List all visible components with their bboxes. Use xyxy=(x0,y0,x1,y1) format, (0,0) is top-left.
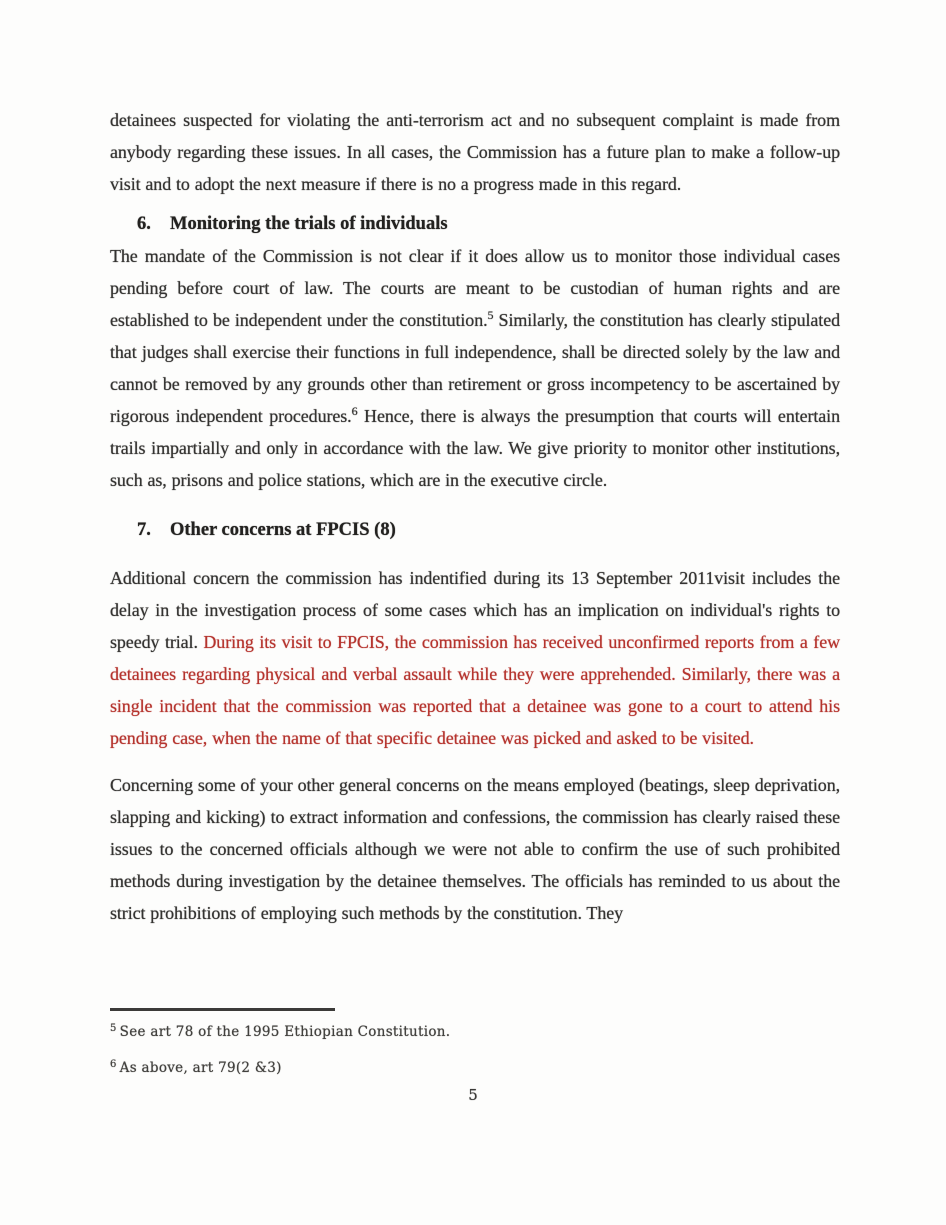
section-heading-6 xyxy=(137,208,840,240)
section-number: 7. xyxy=(137,520,151,540)
footnote-ref-5: 5 xyxy=(487,308,494,322)
paragraph-text-red: During its visit to FPCIS, the commission has received unconfirmed reports from a few detainees regarding physical and verbal assault while they were apprehended. Similarly, there was a single incident that the commission was reported that a detainee was gone to a court to attend his pending case, when the name of that specific detainee was picked and asked to be visited. xyxy=(110,632,840,748)
footnote-marker: 5 xyxy=(110,1022,117,1034)
paragraph-text: Hence, there is always the presumption that courts will entertain trails impartially and only in accordance with the law. We give priority to monitor other institutions, such as, prisons and police stations, which are in the executive circle. xyxy=(110,406,840,490)
paragraph-mandate xyxy=(110,240,840,496)
paragraph-detainees: detainees suspected for violating the anti-terrorism act and no subsequent complaint is made from anybody regarding these issues. In all cases, the Commission has a future plan to make a follow-up visit and to adopt the next measure if there is no a progress made in this regard. xyxy=(110,110,840,194)
footnote-area xyxy=(110,1008,840,1093)
paragraph-text: The mandate of the Commission is not clear if it does allow us to monitor those individual cases pending before court of law. The courts are meant to be custodian of human rights and are established to be independent under the constitution. xyxy=(110,246,840,330)
footnote-text: See art 78 of the 1995 Ethiopian Constitution. xyxy=(119,1024,451,1040)
footnote-marker: 6 xyxy=(110,1058,117,1070)
paragraph-text: Additional concern the commission has indentified during its 13 September 2011visit includes the delay in the investigation process of some cases which has an implication on individual's rights to speedy trial. xyxy=(110,568,840,652)
section-title: Monitoring the trials of individuals xyxy=(170,214,448,234)
paragraph-text: Similarly, the constitution has clearly stipulated that judges shall exercise their functions in full independence, shall be directed solely by the law and cannot be removed by any grounds other than retirement or gross incompetency to be ascertained by rigorous independent procedures. xyxy=(110,310,840,426)
section-number: 6. xyxy=(137,214,151,234)
footnote-separator xyxy=(110,1008,335,1011)
section-title: Other concerns at FPCIS (8) xyxy=(170,520,396,540)
paragraph-additional-concern xyxy=(110,562,840,754)
footnote-ref-6: 6 xyxy=(351,404,358,418)
footnote-text: As above, art 79(2 &3) xyxy=(119,1060,282,1076)
footnote-5 xyxy=(110,1021,840,1044)
document-body xyxy=(110,104,840,929)
section-heading-7 xyxy=(137,514,840,546)
paragraph-general-concerns: Concerning some of your other general concerns on the means employed (beatings, sleep deprivation, slapping and kicking) to extract information and confessions, the commission has clearly raised these issues to the concerned officials although we were not able to confirm the use of such prohibited methods during investigation by the detainee themselves. The officials has reminded to us about the strict prohibitions of employing such methods by the constitution. They xyxy=(110,775,840,923)
page-number: 5 xyxy=(468,1086,478,1104)
footnote-6 xyxy=(110,1057,840,1080)
